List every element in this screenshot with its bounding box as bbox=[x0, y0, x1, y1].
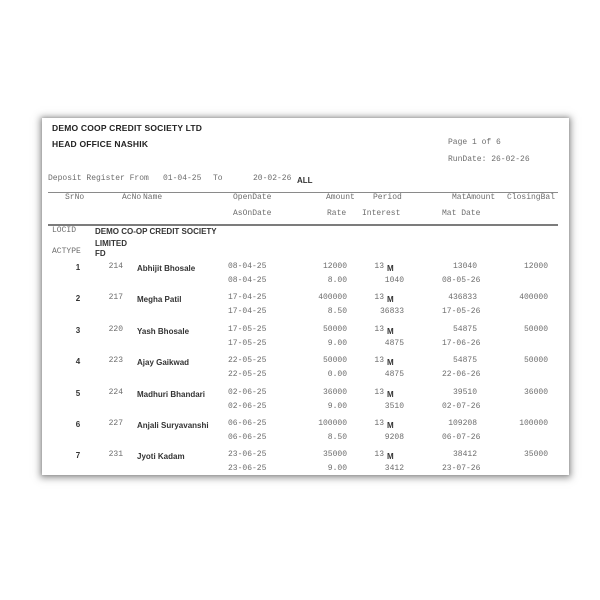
row-line-main bbox=[42, 356, 569, 368]
period-cell: 13 bbox=[374, 387, 384, 397]
closingbal-cell: 400000 bbox=[519, 293, 548, 303]
rate-cell: 8.50 bbox=[327, 307, 347, 317]
asondate-cell: 02-06-25 bbox=[228, 401, 267, 411]
from-date: 01-04-25 bbox=[163, 174, 202, 183]
srno-cell: 5 bbox=[75, 388, 81, 398]
row-line-sub bbox=[42, 276, 569, 288]
opendate-cell: 06-06-25 bbox=[228, 419, 267, 428]
row-line-main bbox=[42, 325, 569, 337]
asondate-cell: 17-04-25 bbox=[228, 307, 267, 317]
opendate-cell: 23-06-25 bbox=[228, 450, 267, 460]
matdate-cell: 22-06-26 bbox=[442, 370, 481, 380]
matamount-cell: 38412 bbox=[452, 450, 477, 460]
matdate-cell: 17-06-26 bbox=[442, 338, 481, 348]
interest-cell: 36833 bbox=[379, 307, 404, 317]
srno-cell: 3 bbox=[75, 325, 81, 335]
row-line-main bbox=[42, 293, 569, 305]
table-row bbox=[42, 325, 569, 354]
period-unit-cell: M bbox=[387, 295, 394, 305]
table-row bbox=[42, 356, 569, 385]
rate-cell: 0.00 bbox=[327, 370, 347, 380]
amount-cell: 50000 bbox=[322, 356, 347, 366]
name-cell: Abhijit Bhosale bbox=[137, 264, 196, 273]
rate-cell: 9.00 bbox=[327, 338, 347, 348]
name-cell: Ajay Gaikwad bbox=[137, 358, 190, 368]
asondate-cell: 22-05-25 bbox=[228, 370, 267, 380]
header-bottom-rule bbox=[48, 224, 558, 226]
closingbal-cell: 35000 bbox=[523, 450, 548, 460]
interest-cell: 3510 bbox=[384, 401, 404, 411]
row-line-main bbox=[42, 388, 569, 400]
interest-cell: 3412 bbox=[384, 464, 404, 474]
srno-cell: 4 bbox=[75, 357, 81, 367]
srno-cell: 6 bbox=[75, 420, 81, 429]
table-row bbox=[42, 419, 569, 448]
row-line-sub bbox=[42, 370, 569, 382]
interest-cell: 9208 bbox=[384, 433, 404, 442]
opendate-cell: 17-05-25 bbox=[228, 324, 267, 334]
closingbal-cell: 50000 bbox=[523, 356, 548, 366]
matamount-cell: 54875 bbox=[452, 324, 477, 334]
amount-cell: 36000 bbox=[322, 387, 347, 397]
matamount-cell: 39510 bbox=[452, 387, 477, 397]
matamount-cell: 436833 bbox=[448, 293, 477, 303]
col-header-closingbal: ClosingBal bbox=[507, 193, 556, 202]
period-cell: 13 bbox=[374, 293, 384, 303]
closingbal-cell: 36000 bbox=[523, 387, 548, 397]
srno-cell: 7 bbox=[75, 451, 81, 461]
col-header-rate: Rate bbox=[327, 209, 347, 218]
opendate-cell: 22-05-25 bbox=[228, 356, 267, 366]
name-cell: Jyoti Kadam bbox=[137, 452, 185, 462]
period-unit-cell: M bbox=[387, 421, 394, 430]
table-row bbox=[42, 388, 569, 417]
matamount-cell: 13040 bbox=[452, 262, 477, 271]
rate-cell: 9.00 bbox=[327, 401, 347, 411]
row-line-sub bbox=[42, 339, 569, 351]
run-date: RunDate: 26-02-26 bbox=[448, 155, 530, 164]
acno-cell: 220 bbox=[108, 324, 123, 334]
interest-cell: 1040 bbox=[384, 276, 404, 285]
locid-value-line1: DEMO CO-OP CREDIT SOCIETY bbox=[95, 227, 217, 236]
period-cell: 13 bbox=[374, 324, 384, 334]
row-line-main bbox=[42, 450, 569, 462]
name-cell: Megha Patil bbox=[137, 295, 182, 305]
to-date: 20-02-26 bbox=[253, 174, 292, 183]
matdate-cell: 08-05-26 bbox=[442, 276, 481, 285]
page-number: Page 1 of 6 bbox=[448, 138, 501, 147]
name-cell: Yash Bhosale bbox=[137, 326, 190, 336]
matdate-cell: 17-05-26 bbox=[442, 307, 481, 317]
row-line-sub bbox=[42, 402, 569, 414]
acno-cell: 223 bbox=[108, 356, 123, 366]
col-header-matdate: Mat Date bbox=[442, 209, 481, 218]
table-row bbox=[42, 293, 569, 322]
acno-cell: 231 bbox=[108, 450, 123, 460]
opendate-cell: 17-04-25 bbox=[228, 293, 267, 303]
matamount-cell: 109208 bbox=[448, 419, 477, 428]
period-unit-cell: M bbox=[387, 389, 394, 399]
period-unit-cell: M bbox=[387, 452, 394, 462]
row-line-sub bbox=[42, 307, 569, 319]
col-header-srno: SrNo bbox=[65, 193, 85, 202]
opendate-cell: 08-04-25 bbox=[228, 262, 267, 271]
report-title: Deposit Register From bbox=[48, 174, 149, 183]
amount-cell: 35000 bbox=[322, 450, 347, 460]
opendate-cell: 02-06-25 bbox=[228, 387, 267, 397]
col-header-asondate: AsOnDate bbox=[233, 209, 272, 218]
col-header-opendate: OpenDate bbox=[233, 193, 272, 202]
actype-label: ACTYPE bbox=[52, 247, 81, 256]
srno-cell: 2 bbox=[75, 294, 81, 304]
closingbal-cell: 12000 bbox=[523, 262, 548, 271]
rate-cell: 8.50 bbox=[327, 433, 347, 442]
amount-cell: 100000 bbox=[318, 419, 347, 428]
amount-cell: 12000 bbox=[322, 262, 347, 271]
period-cell: 13 bbox=[374, 419, 384, 428]
rate-cell: 8.00 bbox=[327, 276, 347, 285]
amount-cell: 400000 bbox=[318, 293, 347, 303]
asondate-cell: 08-04-25 bbox=[228, 276, 267, 285]
period-unit-cell: M bbox=[387, 326, 394, 336]
table-row bbox=[42, 262, 569, 291]
col-header-acno: AcNo bbox=[122, 193, 142, 202]
col-header-name: Name bbox=[143, 193, 163, 202]
name-cell: Anjali Suryavanshi bbox=[137, 421, 209, 430]
table-row bbox=[42, 450, 569, 479]
acno-cell: 214 bbox=[108, 262, 123, 271]
acno-cell: 227 bbox=[108, 419, 123, 428]
company-name: DEMO COOP CREDIT SOCIETY LTD bbox=[52, 123, 203, 133]
asondate-cell: 06-06-25 bbox=[228, 433, 267, 442]
row-line-main bbox=[42, 419, 569, 431]
to-label: To bbox=[213, 174, 223, 183]
amount-cell: 50000 bbox=[322, 324, 347, 334]
period-unit-cell: M bbox=[387, 264, 394, 273]
closingbal-cell: 50000 bbox=[523, 324, 548, 334]
name-cell: Madhuri Bhandari bbox=[137, 389, 206, 399]
acno-cell: 217 bbox=[108, 293, 123, 303]
row-line-main bbox=[42, 262, 569, 274]
col-header-amount: Amount bbox=[326, 193, 355, 202]
period-unit-cell: M bbox=[387, 358, 394, 368]
period-cell: 13 bbox=[374, 262, 384, 271]
rate-cell: 9.00 bbox=[327, 464, 347, 474]
closingbal-cell: 100000 bbox=[519, 419, 548, 428]
matdate-cell: 06-07-26 bbox=[442, 433, 481, 442]
period-cell: 13 bbox=[374, 450, 384, 460]
col-header-matamount: MatAmount bbox=[452, 193, 496, 202]
srno-cell: 1 bbox=[75, 263, 81, 272]
row-line-sub bbox=[42, 433, 569, 445]
matdate-cell: 02-07-26 bbox=[442, 401, 481, 411]
locid-label: LOCID bbox=[52, 226, 77, 235]
matamount-cell: 54875 bbox=[452, 356, 477, 366]
filter-value: ALL bbox=[297, 176, 313, 185]
interest-cell: 4875 bbox=[384, 338, 404, 348]
asondate-cell: 17-05-25 bbox=[228, 338, 267, 348]
interest-cell: 4875 bbox=[384, 370, 404, 380]
col-header-interest: Interest bbox=[362, 209, 401, 218]
actype-value: FD bbox=[95, 249, 106, 258]
asondate-cell: 23-06-25 bbox=[228, 464, 267, 474]
branch-name: HEAD OFFICE NASHIK bbox=[52, 139, 149, 149]
report-page bbox=[42, 118, 569, 475]
matdate-cell: 23-07-26 bbox=[442, 464, 481, 474]
period-cell: 13 bbox=[374, 356, 384, 366]
col-header-period: Period bbox=[373, 193, 402, 202]
locid-value-line2: LIMITED bbox=[95, 239, 127, 248]
acno-cell: 224 bbox=[108, 387, 123, 397]
row-line-sub bbox=[42, 464, 569, 476]
